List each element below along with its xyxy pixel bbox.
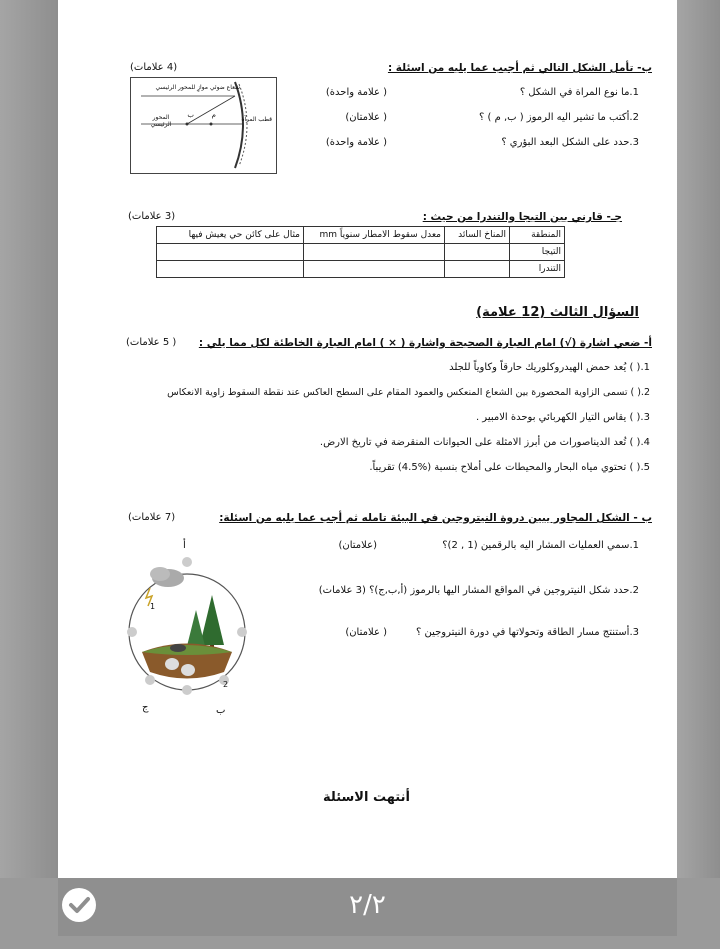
q3-partB-marks: (7 علامات) bbox=[128, 512, 176, 523]
q3-b1-marks: (علامتان) bbox=[338, 540, 377, 551]
cycle-label-1: 1 bbox=[150, 602, 156, 611]
table-header-cell: معدل سقوط الامطار سنوياً mm bbox=[304, 227, 445, 244]
table-header-cell: المناخ السائد bbox=[445, 227, 510, 244]
table-cell bbox=[445, 261, 510, 278]
mirror-figure bbox=[130, 77, 277, 174]
cycle-label-2: 2 bbox=[223, 680, 229, 689]
fig-axis-label: المحور الرئيسي bbox=[150, 114, 172, 128]
partB-heading: ب- تأمل الشكل التالي ثم أجيب عما يليه من اسئلة : bbox=[387, 62, 652, 74]
table-row bbox=[157, 244, 565, 261]
left-margin bbox=[0, 0, 58, 878]
q3-partB-heading: ب - الشكل المجاور يبين دروة النيتروجين في البيئة تامله ثم أجب عما يليه من اسئلة: bbox=[219, 512, 652, 524]
fig-m-label: م bbox=[211, 111, 216, 119]
q3-partA-heading: أ- ضعي اشارة (√) امام العبارة الصحيحة واشارة ( × ) امام العبارة الخاطئة لكل مما يلي : bbox=[198, 337, 652, 349]
table-header-cell: المنطقة bbox=[510, 227, 565, 244]
tf-item-3: 3.( ) يقاس التيار الكهربائي بوحدة الامبير . bbox=[475, 412, 650, 423]
nitrogen-cycle-illustration bbox=[120, 540, 255, 715]
tf-item-5: 5.( ) تحتوي مياه البحار والمحيطات على أملاح بنسبة (%4.5) تقريباً. bbox=[369, 462, 650, 473]
cycle-label-a: أ bbox=[183, 540, 186, 551]
page-number: ٢/٢ bbox=[349, 890, 386, 920]
right-margin bbox=[677, 0, 720, 878]
q3-partA-marks: ( 5 علامات) bbox=[126, 337, 177, 348]
partB-q1-marks: ( علامة واحدة) bbox=[325, 87, 387, 98]
table-row bbox=[157, 261, 565, 278]
viewer-footer-bar bbox=[58, 878, 677, 936]
exam-page bbox=[58, 0, 677, 878]
partB-q3-marks: ( علامة واحدة) bbox=[325, 137, 387, 148]
partB-q2: 2.أكتب ما تشير اليه الرموز ( ب, م ) ؟ bbox=[479, 112, 639, 123]
nitrogen-cycle-figure bbox=[120, 540, 255, 715]
table-cell bbox=[445, 244, 510, 261]
table-cell bbox=[304, 261, 445, 278]
table-cell: التيجا bbox=[510, 244, 565, 261]
fig-mirror-label: قطب المرآة bbox=[241, 116, 272, 123]
partB-q3: 3.حدد على الشكل البعد البؤري ؟ bbox=[501, 137, 639, 148]
table-cell bbox=[157, 261, 304, 278]
partC-heading: جـ- قارني بين التيجا والتندرا من حيث : bbox=[422, 211, 622, 223]
cycle-label-j: ج bbox=[142, 702, 149, 713]
fig-b-label: ب bbox=[187, 111, 194, 119]
table-header-row bbox=[157, 227, 565, 244]
q3-b1: 1.سمي العمليات المشار اليه بالرقمين (1 , 2)؟ bbox=[442, 540, 639, 551]
comparison-table bbox=[156, 226, 565, 278]
q3-b3: 3.أستنتج مسار الطاقة وتحولاتها في دورة النيتروجين ؟ bbox=[415, 627, 639, 638]
partC-marks: (3 علامات) bbox=[128, 211, 176, 222]
cycle-label-b: ب bbox=[216, 705, 226, 716]
end-text: أنتهت الاسئلة bbox=[323, 790, 410, 805]
table-header-cell: مثال على كائن حي يعيش فيها bbox=[157, 227, 304, 244]
table-cell bbox=[157, 244, 304, 261]
partB-q2-marks: ( علامتان) bbox=[345, 112, 387, 123]
tf-item-1: 1.( ) يُعد حمض الهيدروكلوريك حارقاً وكاوياً للجلد bbox=[449, 362, 650, 373]
q3-b2: 2.حدد شكل النيتروجين في المواقع المشار اليها بالرموز (أ,ب,ج)؟ (3 علامات) bbox=[318, 585, 639, 596]
table-cell: التندرا bbox=[510, 261, 565, 278]
q3-title: السؤال الثالث (12 علامة) bbox=[476, 305, 639, 320]
q3-b3-marks: ( علامتان) bbox=[345, 627, 387, 638]
table-cell bbox=[304, 244, 445, 261]
partB-q1: 1.ما نوع المراة في الشكل ؟ bbox=[519, 87, 639, 98]
tf-item-4: 4.( ) تُعد الديناصورات من أبرز الامثلة على الحيوانات المنقرضة في تاريخ الارض. bbox=[319, 437, 650, 448]
fig-ray-label: شعاع ضوئي موازٍ للمحور الرئيسي bbox=[155, 84, 240, 91]
partB-marks: (4 علامات) bbox=[130, 62, 178, 73]
tf-item-2: 2.( ) تسمى الزاوية المحصورة بين الشعاع المنعكس والعمود المقام على السطح العاكس عند نقطة السقوط زاوية الانعكاس bbox=[167, 387, 650, 398]
